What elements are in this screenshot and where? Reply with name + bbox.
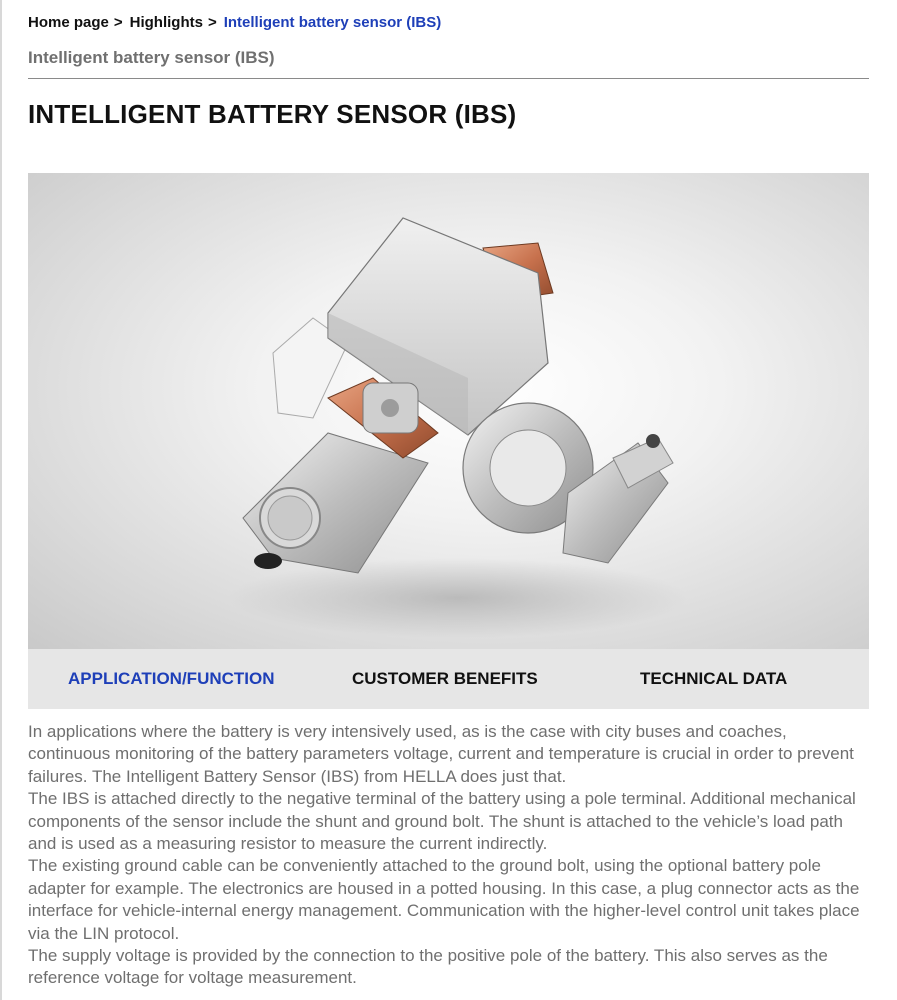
- breadcrumb-current-link[interactable]: Intelligent battery sensor (IBS): [223, 13, 442, 31]
- page-title: INTELLIGENT BATTERY SENSOR (IBS): [28, 99, 517, 129]
- content-paragraph: The supply voltage is provided by the connection to the positive pole of the battery. This also serves as the reference voltage for voltage measurement.: [28, 946, 828, 988]
- tab-application-function[interactable]: APPLICATION/FUNCTION: [68, 669, 275, 688]
- section-subheader: [28, 47, 869, 79]
- breadcrumb-highlights-link[interactable]: Highlights: [129, 13, 203, 31]
- battery-sensor-illustration: [28, 173, 869, 649]
- content-paragraph: The existing ground cable can be conveniently attached to the ground bolt, using the optional battery pole adapter for example. The electronics are housed in a potted housing. In this case, a plug connector acts as the interface for vehicle-internal energy management. Communication with the higher-level control unit takes place via the LIN protocol.: [28, 856, 860, 943]
- page-left-edge: [0, 0, 2, 1000]
- product-image: [28, 173, 869, 649]
- breadcrumb-separator: >: [207, 13, 217, 31]
- tab-content: [28, 721, 873, 990]
- tab-bar: [28, 649, 869, 709]
- breadcrumb: [28, 12, 441, 32]
- tab-customer-benefits[interactable]: CUSTOMER BENEFITS: [352, 669, 538, 688]
- content-paragraph: In applications where the battery is very intensively used, as is the case with city buses and coaches, continuous monitoring of the battery parameters voltage, current and temperature is crucial in order to prevent failures. The Intelligent Battery Sensor (IBS) from HELLA does just that.: [28, 722, 854, 786]
- content-paragraph: The IBS is attached directly to the negative terminal of the battery using a pole terminal. Additional mechanical components of the sensor include the shunt and ground bolt. The shunt is attached to the vehicle’s load path and is used as a measuring resistor to measure the current indirectly.: [28, 789, 856, 854]
- subheader-text: Intelligent battery sensor (IBS): [28, 48, 275, 67]
- breadcrumb-separator: >: [113, 13, 123, 31]
- breadcrumb-home-link[interactable]: Home page: [28, 13, 109, 31]
- tab-technical-data[interactable]: TECHNICAL DATA: [640, 669, 788, 688]
